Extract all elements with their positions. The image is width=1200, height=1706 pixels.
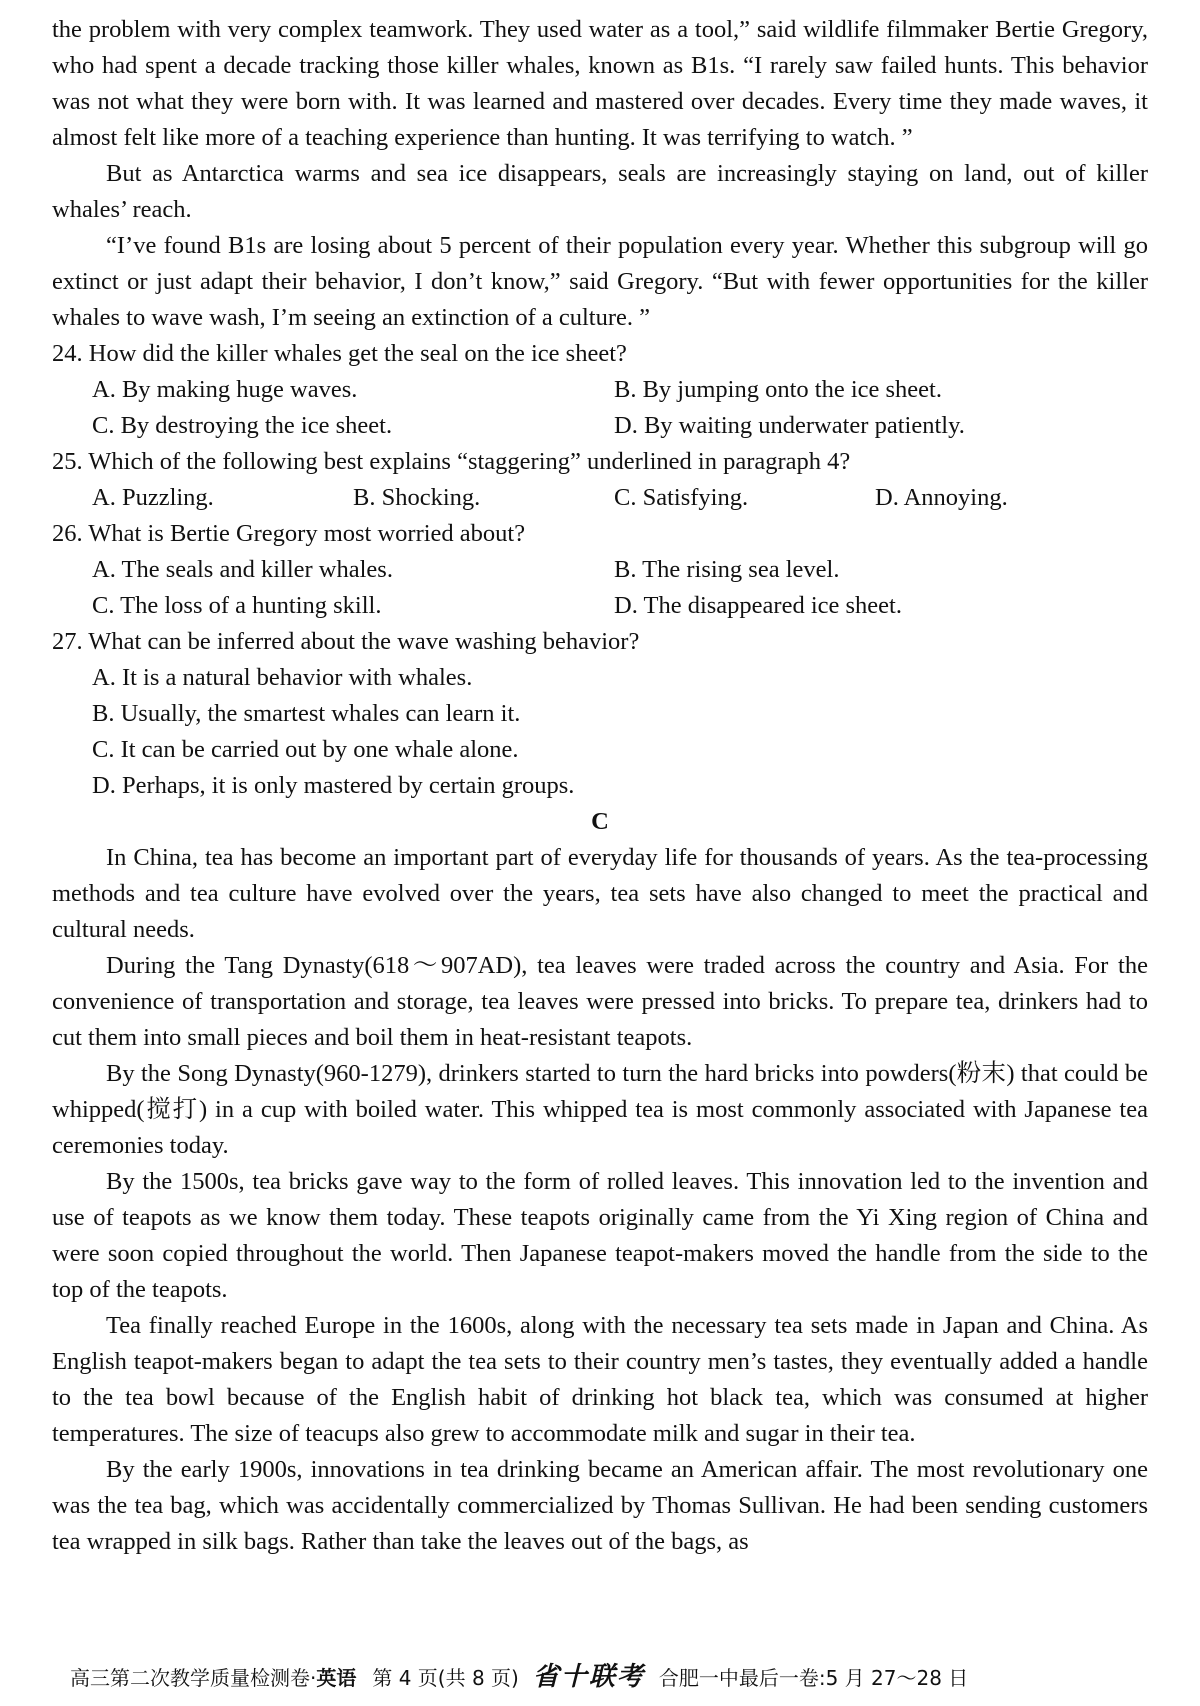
school-info: 合肥一中最后一卷:5 月 27～28 日 <box>658 1666 969 1690</box>
passage-b-paragraph: “I’ve found B1s are losing about 5 percent of their population every year. Whether this subgroup will go extinct or just adapt their behavior, I don’t know,” said Gregory. “But with fewer opportunities for the killer whales to wave wash, I’m seeing an extinction of a culture. ” <box>52 232 1148 331</box>
question-27 <box>52 624 1148 804</box>
passage-c-paragraph: Tea finally reached Europe in the 1600s, along with the necessary tea sets made in Japan and China. As English teapot-makers began to adapt the tea sets to their country men’s tastes, they eventually added a handle to the tea bowl because of the English habit of drinking hot black tea, which was consumed at higher temperatures. The size of teacups also grew to accommodate milk and sugar in their tea. <box>52 1312 1148 1447</box>
options-row <box>52 552 1148 588</box>
question-26 <box>52 516 1148 624</box>
passage-b-paragraph: But as Antarctica warms and sea ice disappears, seals are increasingly staying on land, out of killer whales’ reach. <box>52 160 1148 223</box>
passage-c-paragraph: By the 1500s, tea bricks gave way to the form of rolled leaves. This innovation led to the invention and use of teapots as we know them today. These teapots originally came from the Yi Xing region of China and were soon copied throughout the world. Then Japanese teapot-makers moved the handle from the side to the top of the teapots. <box>52 1168 1148 1303</box>
option-c: C. Satisfying. <box>614 484 749 511</box>
option-b: B. By jumping onto the ice sheet. <box>614 376 942 403</box>
option-c: C. By destroying the ice sheet. <box>92 412 393 439</box>
question-stem: 27. What can be inferred about the wave washing behavior? <box>52 628 640 655</box>
passage-b-paragraph: the problem with very complex teamwork. They used water as a tool,” said wildlife filmmaker Bertie Gregory, who had spent a decade tracking those killer whales, known as B1s. “I rarely saw failed hunts. This behavior was not what they were born with. It was learned and mastered over decades. Every time they made waves, it almost felt like more of a teaching experience than hunting. It was terrifying to watch. ” <box>52 16 1148 151</box>
passage-c-paragraph: During the Tang Dynasty(618～907AD), tea leaves were traded across the country and Asia. For the convenience of transportation and storage, tea leaves were pressed into bricks. To prepare tea, drinkers had to cut them into small pieces and boil them in heat-resistant teapots. <box>52 952 1148 1051</box>
option-d: D. Perhaps, it is only mastered by certain groups. <box>92 772 575 799</box>
exam-title: 高三第二次教学质量检测卷 <box>70 1666 310 1690</box>
options-row <box>52 372 1148 408</box>
option-c: C. It can be carried out by one whale alone. <box>92 736 519 763</box>
option-a: A. The seals and killer whales. <box>92 556 393 583</box>
brand-logo: 省十联考 <box>532 1662 645 1692</box>
question-stem: 25. Which of the following best explains “staggering” underlined in paragraph 4? <box>52 448 851 475</box>
option-c: C. The loss of a hunting skill. <box>92 592 382 619</box>
option-d: D. Annoying. <box>875 484 1008 511</box>
page-info: 第 4 页(共 8 页) <box>372 1666 519 1690</box>
option-a: A. Puzzling. <box>92 484 214 511</box>
option-b: B. The rising sea level. <box>614 556 840 583</box>
question-24 <box>52 336 1148 444</box>
question-25 <box>52 444 1148 516</box>
options-row <box>52 408 1148 444</box>
page-footer <box>70 1662 1148 1693</box>
options-row <box>52 588 1148 624</box>
question-stem: 24. How did the killer whales get the seal on the ice sheet? <box>52 340 627 367</box>
passage-c-paragraph: By the Song Dynasty(960-1279), drinkers started to turn the hard bricks into powders(粉末) that could be whipped(搅打) in a cup with boiled water. This whipped tea is most commonly associated with Japanese tea ceremonies today. <box>52 1060 1148 1159</box>
option-a: A. It is a natural behavior with whales. <box>92 664 473 691</box>
option-d: D. The disappeared ice sheet. <box>614 592 902 619</box>
option-a: A. By making huge waves. <box>92 376 358 403</box>
option-d: D. By waiting underwater patiently. <box>614 412 965 439</box>
subject-label: 英语 <box>316 1666 357 1690</box>
section-label-c: C <box>591 808 609 835</box>
question-stem: 26. What is Bertie Gregory most worried about? <box>52 520 526 547</box>
option-b: B. Usually, the smartest whales can learn it. <box>92 700 521 727</box>
option-b: B. Shocking. <box>353 484 481 511</box>
options-row <box>52 480 1148 516</box>
passage-c-paragraph: In China, tea has become an important part of everyday life for thousands of years. As the tea-processing methods and tea culture have evolved over the years, tea sets have also changed to meet the practical and cultural needs. <box>52 844 1148 943</box>
passage-c-paragraph: By the early 1900s, innovations in tea drinking became an American affair. The most revolutionary one was the tea bag, which was accidentally commercialized by Thomas Sullivan. He had been sending customers tea wrapped in silk bags. Rather than take the leaves out of the bags, as <box>52 1456 1148 1555</box>
separator-dot: · <box>310 1666 317 1690</box>
